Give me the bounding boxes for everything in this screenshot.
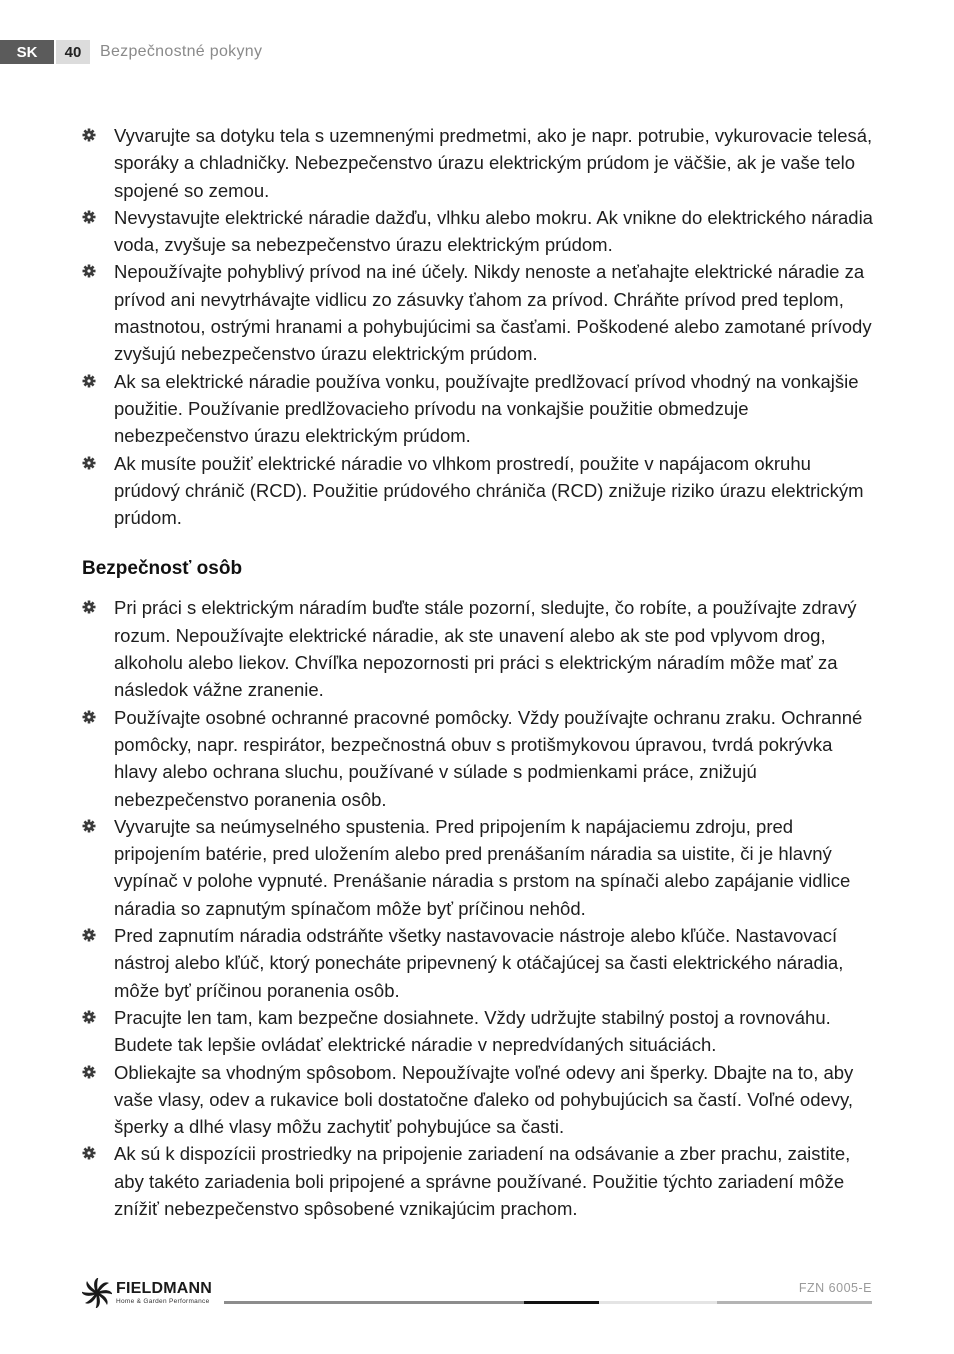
gear-bullet-icon bbox=[82, 1010, 96, 1024]
list-item-text: Pracujte len tam, kam bezpečne dosiahnete. Vždy udržujte stabilný postoj a rovnováhu. Budete tak lepšie ovládať elektrické náradie v nepredvídaných situáciách. bbox=[114, 1006, 831, 1056]
list-item-text: Používajte osobné ochranné pracovné pomôcky. Vždy používajte ochranu zraku. Ochranné pomôcky, napr. respirátor, bezpečnostná obuv s protišmykovou úpravou, tvrdá pokrývka hlavy alebo ochrana sluchu, používané v súlade s podmienkami práce, znižujú nebezpečenstvo poranenia osôb. bbox=[114, 706, 863, 810]
list-item bbox=[82, 813, 874, 922]
list-item bbox=[82, 1140, 874, 1222]
safety-list-electrical bbox=[82, 122, 874, 531]
list-item-text: Vyvarujte sa neúmyselného spustenia. Pred pripojením k napájaciemu zdroju, pred pripojením batérie, pred uložením alebo pred prenášaním náradia sa uistite, či je hlavný vypínač v polohe vypnuté. Prenášanie náradia s prstom na spínači alebo zapájanie vidlice náradia so zapnutým spínačom môže byť príčinou nehôd. bbox=[114, 815, 851, 919]
list-item bbox=[82, 922, 874, 1004]
page-header bbox=[0, 40, 262, 64]
list-item bbox=[82, 258, 874, 367]
footer-rule-segment-2 bbox=[524, 1301, 599, 1304]
list-item-text: Nevystavujte elektrické náradie dažďu, vlhku alebo mokru. Ak vnikne do elektrického náradia voda, zvyšuje sa nebezpečenstvo úrazu elektrickým prúdom. bbox=[114, 206, 873, 256]
language-tab: SK bbox=[0, 40, 54, 64]
gear-bullet-icon bbox=[82, 374, 96, 388]
footer-rule-segment-4 bbox=[717, 1301, 872, 1304]
page-number: 40 bbox=[56, 40, 90, 64]
list-item-text: Ak sú k dispozícii prostriedky na pripojenie zariadení na odsávanie a zber prachu, zaistite, aby takéto zariadenia boli pripojené a správne používané. Použitie týchto zariadení môže znížiť nebezpečenstvo spôsobené vznikajúcim prachom. bbox=[114, 1143, 851, 1219]
list-item bbox=[82, 204, 874, 259]
list-item-text: Nepoužívajte pohyblivý prívod na iné účely. Nikdy nenoste a neťahajte elektrické náradie za prívod ani nevytrhávajte vidlicu zo zásuvky ťahom za prívod. Chráňte prívod pred teplom, mastnotou, ostrými hranami a pohybujúcimi sa časťami. Poškodené alebo zamotané prívody zvyšujú nebezpečenstvo úrazu elektrickým prúdom. bbox=[114, 261, 872, 365]
section-heading: Bezpečnosť osôb bbox=[82, 558, 243, 580]
footer-rule-segment-3 bbox=[599, 1301, 717, 1304]
list-item bbox=[82, 122, 874, 204]
brand-name: FIELDMANN bbox=[116, 1279, 213, 1297]
gear-bullet-icon bbox=[82, 710, 96, 724]
gear-bullet-icon bbox=[82, 928, 96, 942]
list-item bbox=[82, 368, 874, 450]
gear-bullet-icon bbox=[82, 600, 96, 614]
list-item-text: Ak musíte použiť elektrické náradie vo vlhkom prostredí, použite v napájacom okruhu prúdový chránič (RCD). Použitie prúdového chrániča (RCD) znižuje riziko úrazu elektrickým prúdom. bbox=[114, 452, 864, 529]
brand-tagline: Home & Garden Performance bbox=[116, 1297, 210, 1305]
document-body bbox=[82, 122, 874, 1222]
brand-logo bbox=[82, 1278, 212, 1308]
list-item-text: Pred zapnutím náradia odstráňte všetky nastavovacie nástroje alebo kľúče. Nastavovací nástroj alebo kľúč, ktorý ponecháte pripevnený k otáčajúcej sa časti elektrického náradia, môže byť príčinou poranenia osôb. bbox=[114, 925, 844, 1001]
gear-bullet-icon bbox=[82, 128, 96, 142]
list-item bbox=[82, 1059, 874, 1141]
page-footer bbox=[0, 1270, 954, 1330]
list-item-text: Pri práci s elektrickým náradím buďte stále pozorní, sledujte, čo robíte, a používajte zdravý rozum. Nepoužívajte elektrické náradie, ak ste unavení alebo ak ste pod vplyvom drog, alkoholu alebo liekov. Chvíľka nepozornosti pri práci s elektrickým náradím môže mať za následok vážne zranenie. bbox=[114, 597, 857, 701]
fan-blade-icon bbox=[82, 1278, 112, 1308]
list-item-text: Obliekajte sa vhodným spôsobom. Nepoužívajte voľné odevy ani šperky. Dbajte na to, aby vaše vlasy, odev a rukavice boli dostatočne ďaleko od pohybujúcich sa častí. Voľné odevy, šperky a dlhé vlasy môžu zachytiť pohybujúce sa časti. bbox=[114, 1061, 854, 1138]
safety-list-personal bbox=[82, 594, 874, 1222]
gear-bullet-icon bbox=[82, 210, 96, 224]
gear-bullet-icon bbox=[82, 819, 96, 833]
section-title: Bezpečnostné pokyny bbox=[100, 43, 263, 60]
gear-bullet-icon bbox=[82, 1146, 96, 1160]
list-item bbox=[82, 1004, 874, 1059]
list-item bbox=[82, 594, 874, 703]
gear-bullet-icon bbox=[82, 264, 96, 278]
list-item bbox=[82, 450, 874, 532]
gear-bullet-icon bbox=[82, 456, 96, 470]
gear-bullet-icon bbox=[82, 1065, 96, 1079]
footer-rule-segment-1 bbox=[224, 1301, 524, 1304]
model-number: FZN 6005-E bbox=[798, 1281, 872, 1295]
list-item bbox=[82, 704, 874, 813]
list-item-text: Ak sa elektrické náradie používa vonku, používajte predlžovací prívod vhodný na vonkajšie použitie. Používanie predlžovacieho prívodu na vonkajšie použitie obmedzuje nebezpečenstvo úrazu elektrickým prúdom. bbox=[114, 370, 859, 447]
list-item-text: Vyvarujte sa dotyku tela s uzemnenými predmetmi, ako je napr. potrubie, vykurovacie telesá, sporáky a chladničky. Nebezpečenstvo úrazu elektrickým prúdom je väčšie, ak je vaše telo spojené so zemou. bbox=[114, 125, 873, 201]
